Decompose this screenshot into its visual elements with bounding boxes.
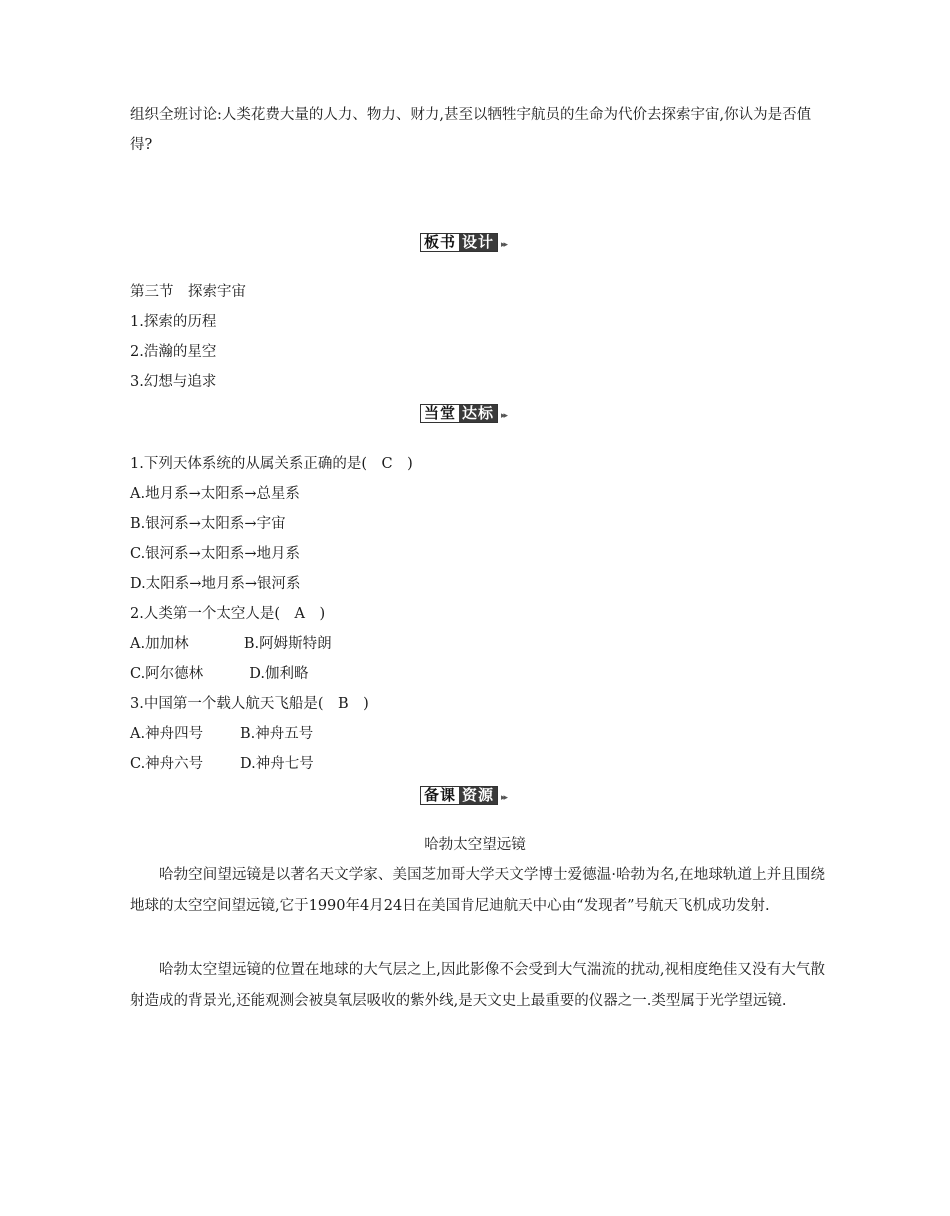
board-design-heading: 第三节 探索宇宙 <box>130 284 246 300</box>
banner-box <box>420 233 498 252</box>
question-line: 3.中国第一个载人航天飞船是( B ) <box>130 696 369 712</box>
option-line: C.阿尔德林 D.伽利略 <box>130 666 309 682</box>
option-line: A.神舟四号 B.神舟五号 <box>130 726 314 742</box>
banner-arrows-icon: ▸▸ <box>501 240 507 250</box>
banner-box <box>420 404 498 423</box>
board-design-item: 2.浩瀚的星空 <box>130 344 217 360</box>
banner-arrows-icon: ▸▸ <box>501 411 507 421</box>
banner-light-text: 当堂 <box>421 405 459 422</box>
banner-light-text: 备课 <box>421 787 459 804</box>
board-design-banner <box>420 232 506 253</box>
banner-dark-text: 资源 <box>459 787 497 804</box>
option-line: A.地月系→太阳系→总星系 <box>130 486 300 502</box>
resources-banner <box>420 785 506 806</box>
banner-light-text: 板书 <box>421 234 459 251</box>
option-line: B.银河系→太阳系→宇宙 <box>130 516 286 532</box>
board-design-item: 1.探索的历程 <box>130 314 217 330</box>
board-design-item: 3.幻想与追求 <box>130 374 217 390</box>
discussion-text: 组织全班讨论:人类花费大量的人力、物力、财力,甚至以牺牲宇航员的生命为代价去探索宇宙,你认为是否值得? <box>130 107 812 153</box>
question-line: 1.下列天体系统的从属关系正确的是( C ) <box>130 456 413 472</box>
banner-dark-text: 达标 <box>459 405 497 422</box>
class-test-banner <box>420 403 506 424</box>
banner-arrows-icon: ▸▸ <box>501 793 507 803</box>
option-line: A.加加林 B.阿姆斯特朗 <box>130 636 332 652</box>
banner-box <box>420 786 498 805</box>
article-title: 哈勃太空望远镜 <box>424 837 526 853</box>
option-line: C.神舟六号 D.神舟七号 <box>130 756 314 772</box>
article-paragraph: 哈勃太空望远镜的位置在地球的大气层之上,因此影像不会受到大气湍流的扰动,视相度绝佳又没有大气散射造成的背景光,还能观测会被臭氧层吸收的紫外线,是天文史上最重要的仪器之一.类型属于光学望远镜. <box>130 962 825 1009</box>
option-line: C.银河系→太阳系→地月系 <box>130 546 300 562</box>
banner-dark-text: 设计 <box>459 234 497 251</box>
article-paragraph: 哈勃空间望远镜是以著名天文学家、美国芝加哥大学天文学博士爱德温·哈勃为名,在地球轨道上并且围绕地球的太空空间望远镜,它于1990年4月24日在美国肯尼迪航天中心由“发现者”号航天飞机成功发射. <box>130 867 825 914</box>
option-line: D.太阳系→地月系→银河系 <box>130 576 301 592</box>
question-line: 2.人类第一个太空人是( A ) <box>130 606 326 622</box>
